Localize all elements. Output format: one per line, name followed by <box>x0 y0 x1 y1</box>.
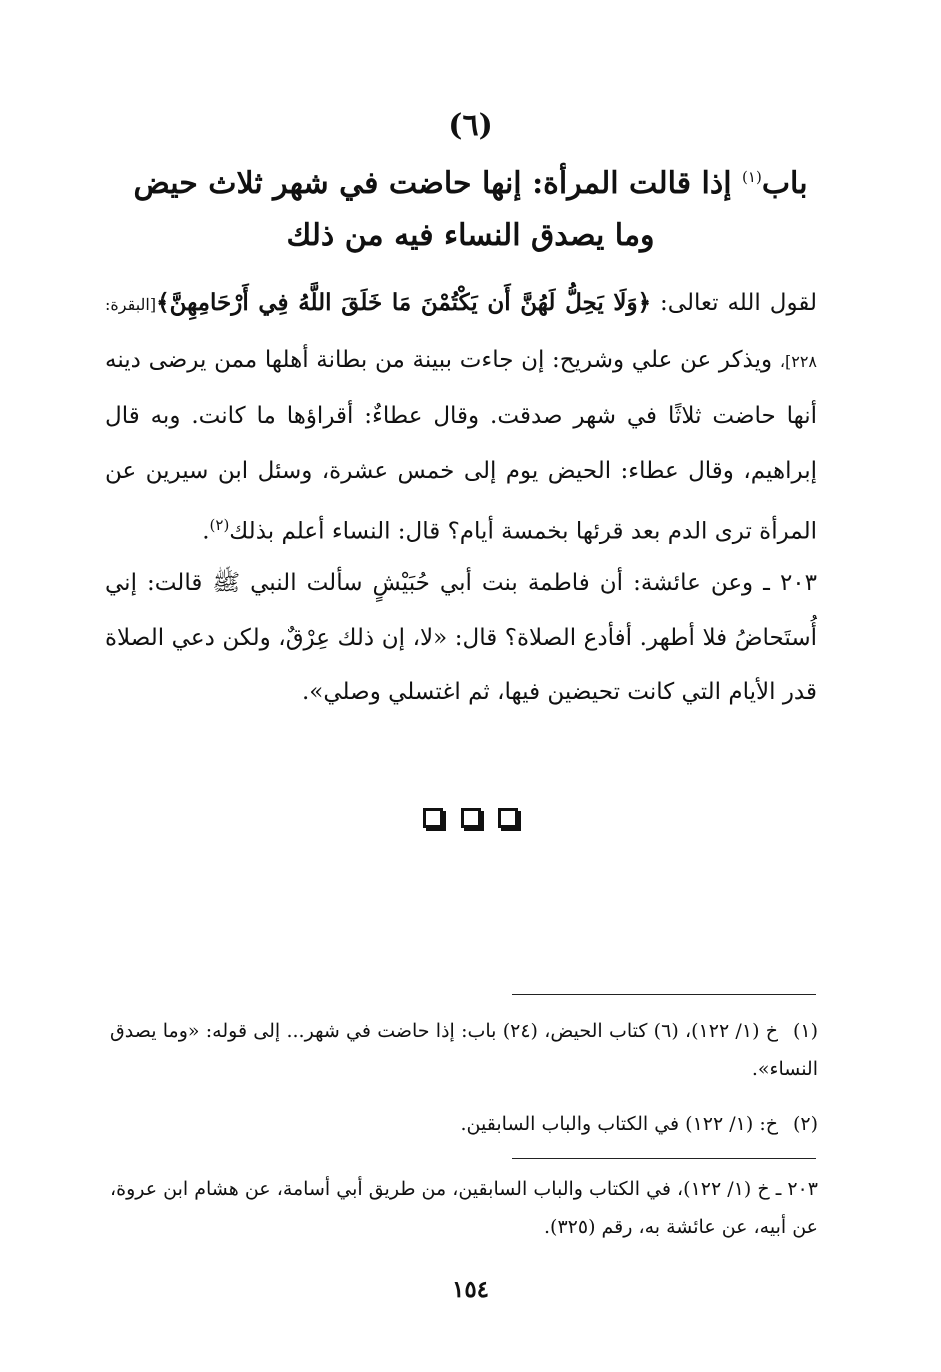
footnote-1 <box>110 1012 818 1088</box>
paragraph-1-text: ويذكر عن علي وشريح: إن جاءت ببينة من بطانة أهلها ممن يرضى دينه أنها حاضت ثلاثًا في شهر صدقت. وقال عطاءٌ: أقراؤها ما كانت. وبه قال إبراهيم، وقال عطاء: الحيض يوم إلى خمس عشرة، وسئل ابن سيرين عن المرأة ترى الدم بعد قرئها بخمسة أيام؟ قال: النساء أعلم بذلك <box>105 346 817 545</box>
chapter-title-line-2: وما يصدق النساء فيه من ذلك <box>286 218 655 253</box>
section-separator <box>0 808 941 832</box>
footnote-2-text: خ: (١/ ١٢٢) في الكتاب والباب السابقين. <box>460 1113 778 1135</box>
quran-citation: [البقرة: ٢٢٨]، <box>105 295 817 371</box>
footnote-divider <box>512 994 816 995</box>
footnote-ref-2: (٢) <box>209 516 230 534</box>
title-rest: إذا قالت المرأة: إنها حاضت في شهر ثلاث حيض <box>133 166 743 201</box>
chapter-number: (٦) <box>448 108 493 143</box>
quran-verse: ﴿وَلَا يَحِلُّ لَهُنَّ أَن يَكْتُمْنَ مَا خَلَقَ اللَّهُ فِي أَرْحَامِهِنَّ﴾ <box>156 289 652 316</box>
takhrij-note: ٢٠٣ ـ خ (١/ ١٢٢)، في الكتاب والباب السابقين، من طريق أبي أسامة، عن هشام ابن عروة، عن أبيه، عن عائشة به، رقم (٣٢٥). <box>110 1178 818 1238</box>
separator-square-icon <box>461 808 481 828</box>
title-word: باب <box>761 166 808 201</box>
takhrij-divider <box>512 1158 816 1159</box>
paragraph-1-end: . <box>202 518 210 545</box>
separator-square-icon <box>423 808 443 828</box>
footnote-2-number: (٢) <box>792 1113 818 1135</box>
footnote-1-number: (١) <box>792 1020 819 1042</box>
page-number: ١٥٤ <box>451 1276 490 1303</box>
footnote-1-text: خ (١/ ١٢٢)، (٦) كتاب الحيض، (٢٤) باب: إذا حاضت في شهر... إلى قوله: «وما يصدق النساء». <box>110 1020 818 1080</box>
paragraph-1 <box>105 276 817 559</box>
chapter-title-line-1 <box>100 166 841 202</box>
paragraph-1-intro: لقول الله تعالى: <box>651 290 817 316</box>
footnote-ref-1: (١) <box>742 168 762 186</box>
footnote-2 <box>110 1105 818 1143</box>
separator-square-icon <box>498 808 518 828</box>
hadith-203: ٢٠٣ ـ وعن عائشة: أن فاطمة بنت أبي حُبَيْشٍ سألت النبي ﷺ قالت: إني أُستَحاضُ فلا أطهر. أفأدع الصلاة؟ قال: «لا، إن ذلك عِرْقٌ، ولكن دعي الصلاة قدر الأيام التي كانت تحيضين فيها، ثم اغتسلي وصلي». <box>105 570 817 705</box>
